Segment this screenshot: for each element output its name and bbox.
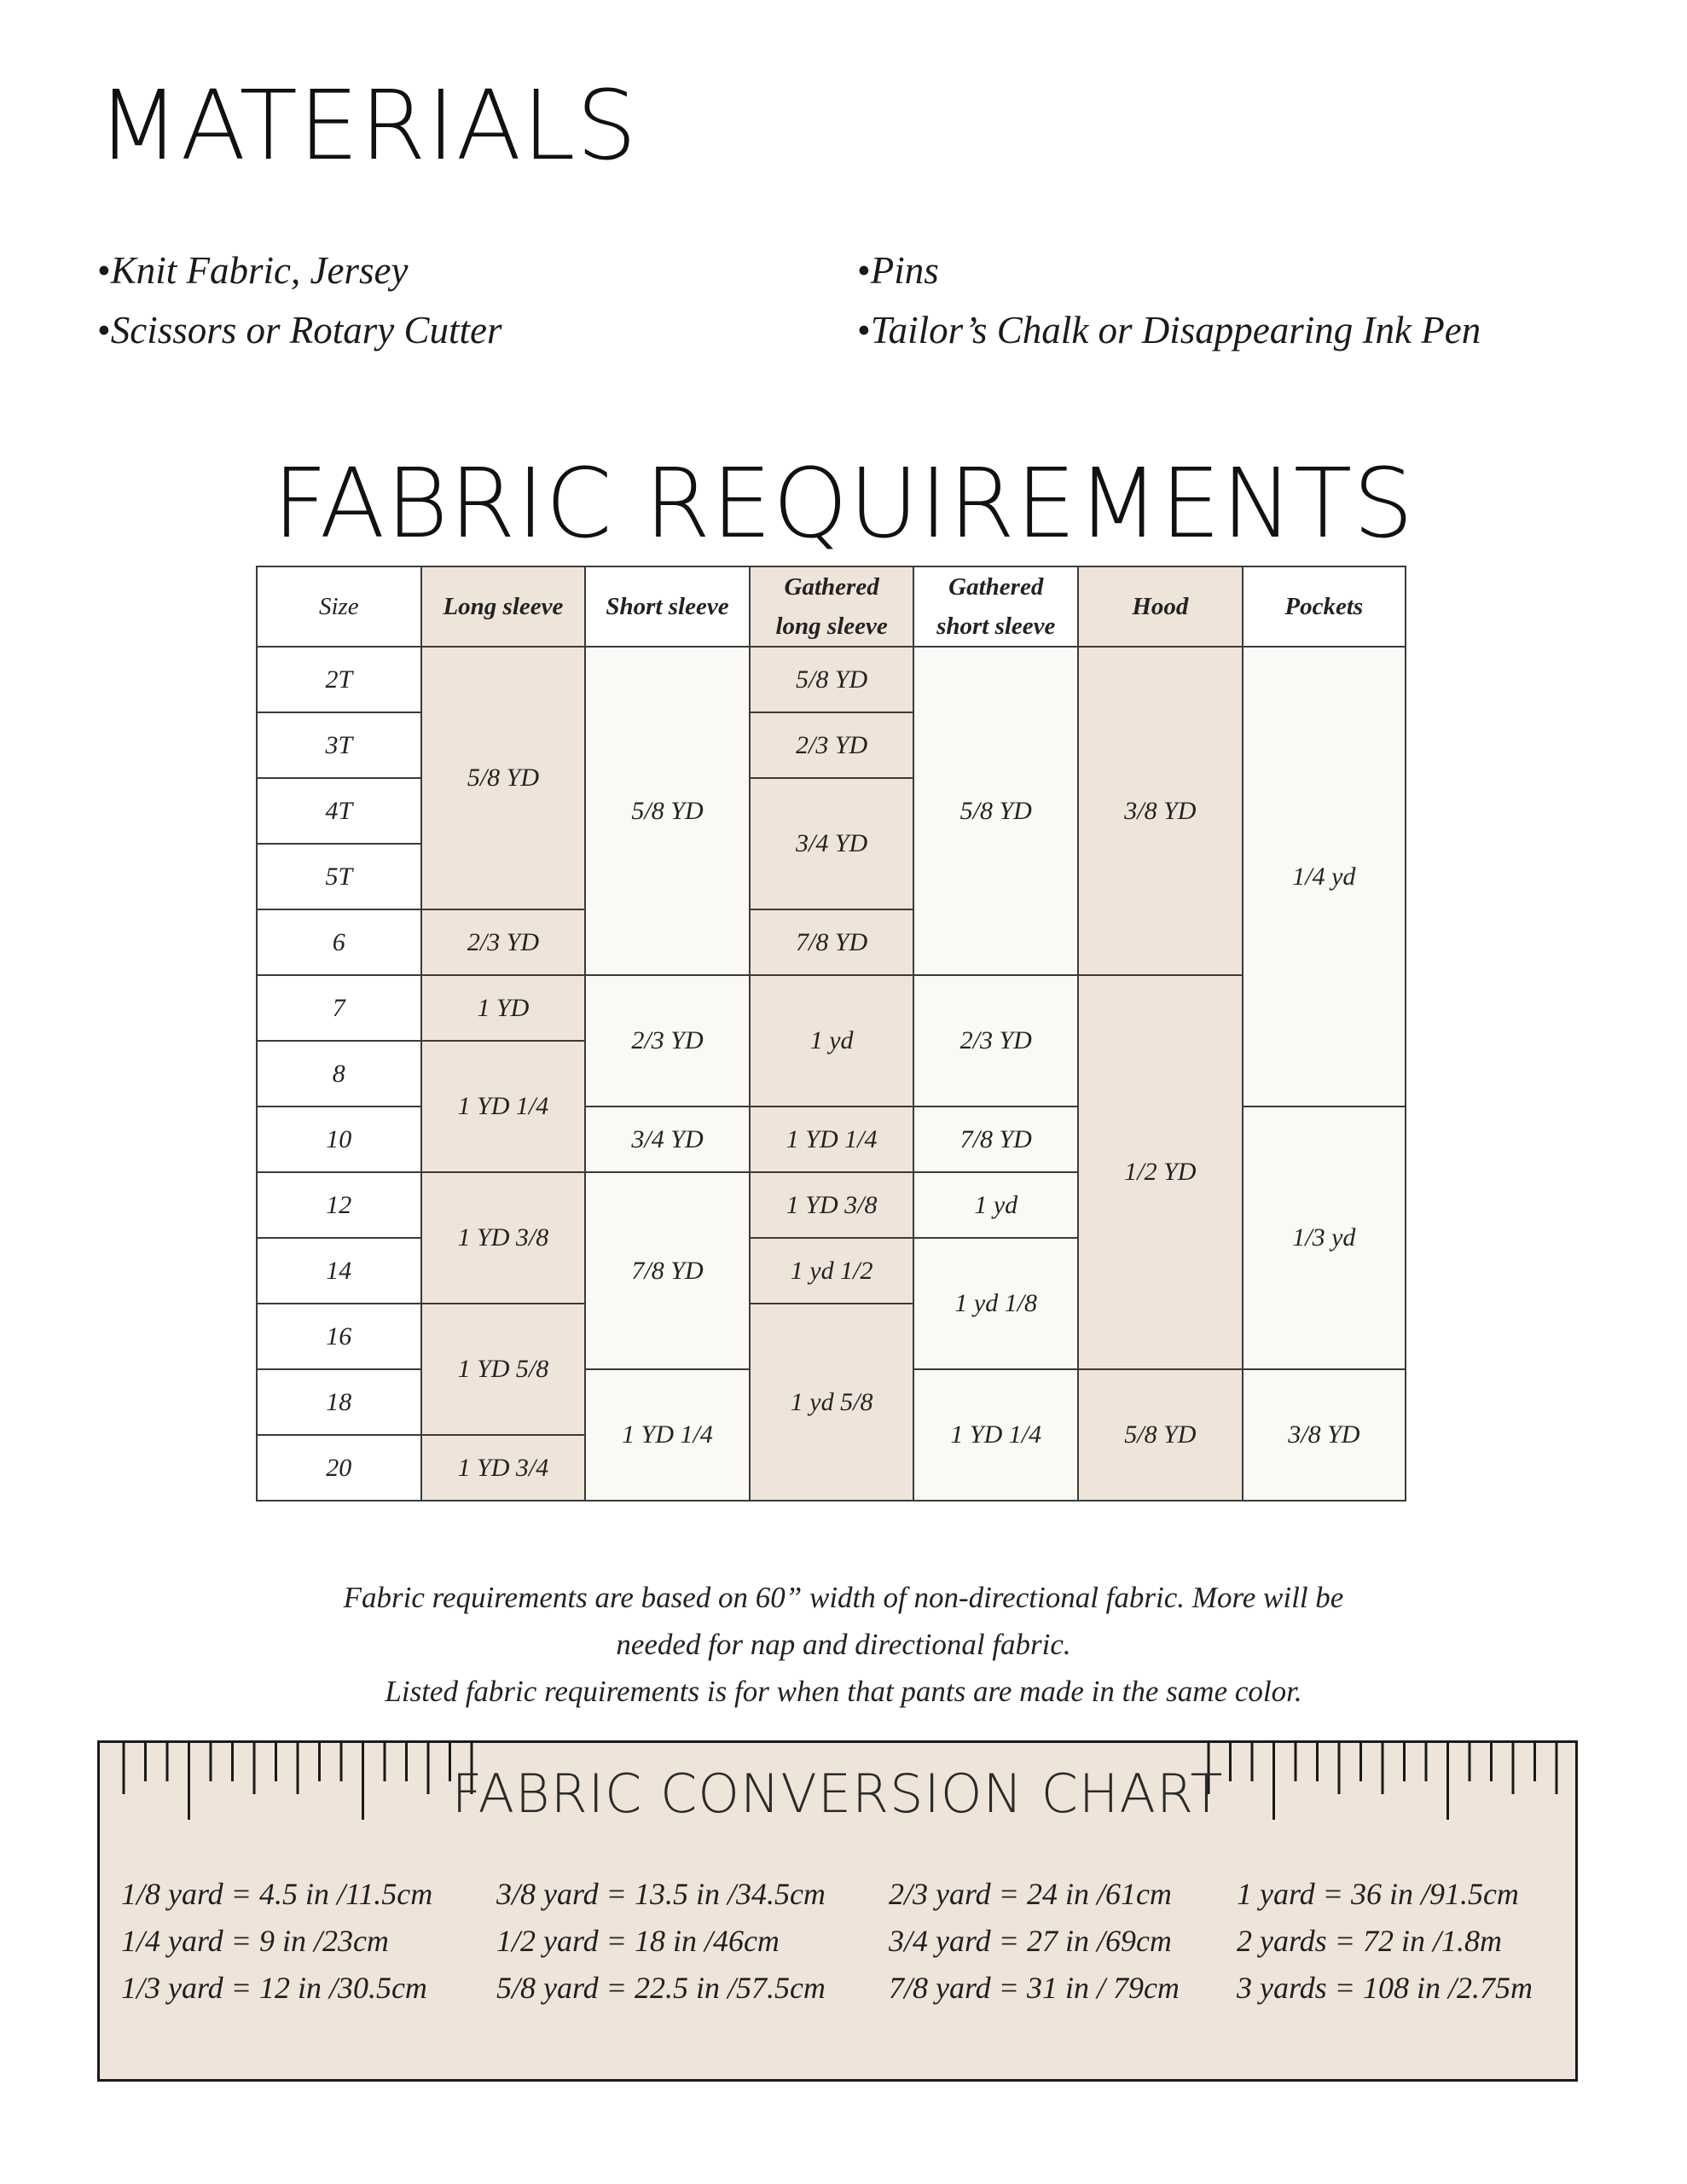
material-item: • Tailor’s Chalk or Disappearing Ink Pen [857, 300, 1481, 360]
header-size: Size [257, 566, 421, 647]
size-cell: 12 [257, 1172, 421, 1238]
conversion-column [889, 1871, 1180, 2012]
size-cell: 2T [257, 647, 421, 712]
fabric-requirements-title: FABRIC REQUIREMENTS [272, 449, 1415, 560]
short-sleeve-cell: 3/4 YD [585, 1107, 750, 1172]
table-row [257, 647, 1406, 712]
size-cell: 3T [257, 712, 421, 778]
conversion-entry: 1/4 yard = 9 in /23cm [121, 1924, 389, 1958]
size-cell: 18 [257, 1369, 421, 1435]
header-gathered-short-sleeve [913, 566, 1078, 647]
gathered-short-sleeve-cell: 1 yd [913, 1172, 1078, 1238]
conversion-entry: 1 yard = 36 in /91.5cm [1237, 1877, 1519, 1911]
long-sleeve-cell: 5/8 YD [421, 647, 586, 909]
conversion-column [496, 1871, 826, 2012]
hood-cell: 5/8 YD [1078, 1369, 1243, 1501]
materials-list-right [857, 241, 1481, 360]
conversion-entry: 3 yards = 108 in /2.75m [1237, 1971, 1533, 2005]
size-cell: 10 [257, 1107, 421, 1172]
gathered-long-sleeve-cell: 3/4 YD [750, 778, 914, 909]
fabric-conversion-chart [97, 1740, 1578, 2082]
fabric-requirements-note [0, 1574, 1687, 1715]
header-line: Gathered [948, 573, 1044, 601]
size-cell: 8 [257, 1041, 421, 1107]
conversion-entry: 1/8 yard = 4.5 in /11.5cm [121, 1877, 433, 1911]
header-hood: Hood [1078, 566, 1243, 647]
note-line: Listed fabric requirements is for when that pants are made in the same color. [385, 1675, 1302, 1708]
gathered-long-sleeve-cell: 1 yd 5/8 [750, 1304, 914, 1501]
short-sleeve-cell: 5/8 YD [585, 647, 750, 975]
header-line: long sleeve [775, 613, 888, 640]
header-pockets: Pockets [1243, 566, 1406, 647]
size-cell: 4T [257, 778, 421, 844]
conversion-entry: 5/8 yard = 22.5 in /57.5cm [496, 1971, 826, 2005]
gathered-long-sleeve-cell: 1 yd 1/2 [750, 1238, 914, 1304]
note-line: needed for nap and directional fabric. [616, 1628, 1071, 1661]
long-sleeve-cell: 1 YD 3/4 [421, 1435, 586, 1501]
gathered-short-sleeve-cell: 7/8 YD [913, 1107, 1078, 1172]
size-cell: 7 [257, 975, 421, 1041]
fabric-requirements-table [256, 566, 1406, 1502]
gathered-long-sleeve-cell: 5/8 YD [750, 647, 914, 712]
pockets-cell: 1/4 yd [1243, 647, 1406, 1107]
conversion-column [121, 1871, 432, 2012]
table-row [257, 975, 1406, 1041]
short-sleeve-cell: 1 YD 1/4 [585, 1369, 750, 1501]
table-header-row [257, 566, 1406, 647]
pockets-cell: 1/3 yd [1243, 1107, 1406, 1369]
gathered-long-sleeve-cell: 1 YD 1/4 [750, 1107, 914, 1172]
gathered-short-sleeve-cell: 5/8 YD [913, 647, 1078, 975]
conversion-entry: 3/4 yard = 27 in /69cm [889, 1924, 1172, 1958]
materials-title: MATERIALS [97, 71, 638, 182]
size-cell: 16 [257, 1304, 421, 1369]
size-cell: 6 [257, 909, 421, 975]
header-gathered-long-sleeve [750, 566, 914, 647]
hood-cell: 3/8 YD [1078, 647, 1243, 975]
material-item: • Pins [857, 241, 1481, 300]
long-sleeve-cell: 1 YD [421, 975, 586, 1041]
conversion-entry: 2 yards = 72 in /1.8m [1237, 1924, 1502, 1958]
note-line: Fabric requirements are based on 60” width of non-directional fabric. More will be [343, 1581, 1344, 1614]
long-sleeve-cell: 1 YD 3/8 [421, 1172, 586, 1304]
size-cell: 14 [257, 1238, 421, 1304]
hood-cell: 1/2 YD [1078, 975, 1243, 1369]
conversion-entry: 1/3 yard = 12 in /30.5cm [121, 1971, 427, 2005]
short-sleeve-cell: 7/8 YD [585, 1172, 750, 1369]
long-sleeve-cell: 2/3 YD [421, 909, 586, 975]
conversion-entry: 1/2 yard = 18 in /46cm [496, 1924, 780, 1958]
conversion-chart-title: FABRIC CONVERSION CHART [451, 1763, 1224, 1825]
long-sleeve-cell: 1 YD 1/4 [421, 1041, 586, 1172]
header-long-sleeve: Long sleeve [421, 566, 586, 647]
gathered-short-sleeve-cell: 1 YD 1/4 [913, 1369, 1078, 1501]
size-cell: 5T [257, 844, 421, 909]
gathered-long-sleeve-cell: 2/3 YD [750, 712, 914, 778]
conversion-entry: 3/8 yard = 13.5 in /34.5cm [496, 1877, 826, 1911]
materials-list-left [97, 241, 502, 360]
long-sleeve-cell: 1 YD 5/8 [421, 1304, 586, 1435]
conversion-entry: 2/3 yard = 24 in /61cm [889, 1877, 1172, 1911]
header-short-sleeve: Short sleeve [585, 566, 750, 647]
short-sleeve-cell: 2/3 YD [585, 975, 750, 1107]
material-item: • Knit Fabric, Jersey [97, 241, 502, 300]
conversion-entry: 7/8 yard = 31 in / 79cm [889, 1971, 1180, 2005]
header-line: Gathered [784, 573, 879, 601]
header-line: short sleeve [936, 613, 1056, 640]
gathered-long-sleeve-cell: 7/8 YD [750, 909, 914, 975]
pockets-cell: 3/8 YD [1243, 1369, 1406, 1501]
size-cell: 20 [257, 1435, 421, 1501]
conversion-column [1237, 1871, 1533, 2012]
gathered-long-sleeve-cell: 1 YD 3/8 [750, 1172, 914, 1238]
gathered-long-sleeve-cell: 1 yd [750, 975, 914, 1107]
gathered-short-sleeve-cell: 1 yd 1/8 [913, 1238, 1078, 1369]
gathered-short-sleeve-cell: 2/3 YD [913, 975, 1078, 1107]
material-item: • Scissors or Rotary Cutter [97, 300, 502, 360]
